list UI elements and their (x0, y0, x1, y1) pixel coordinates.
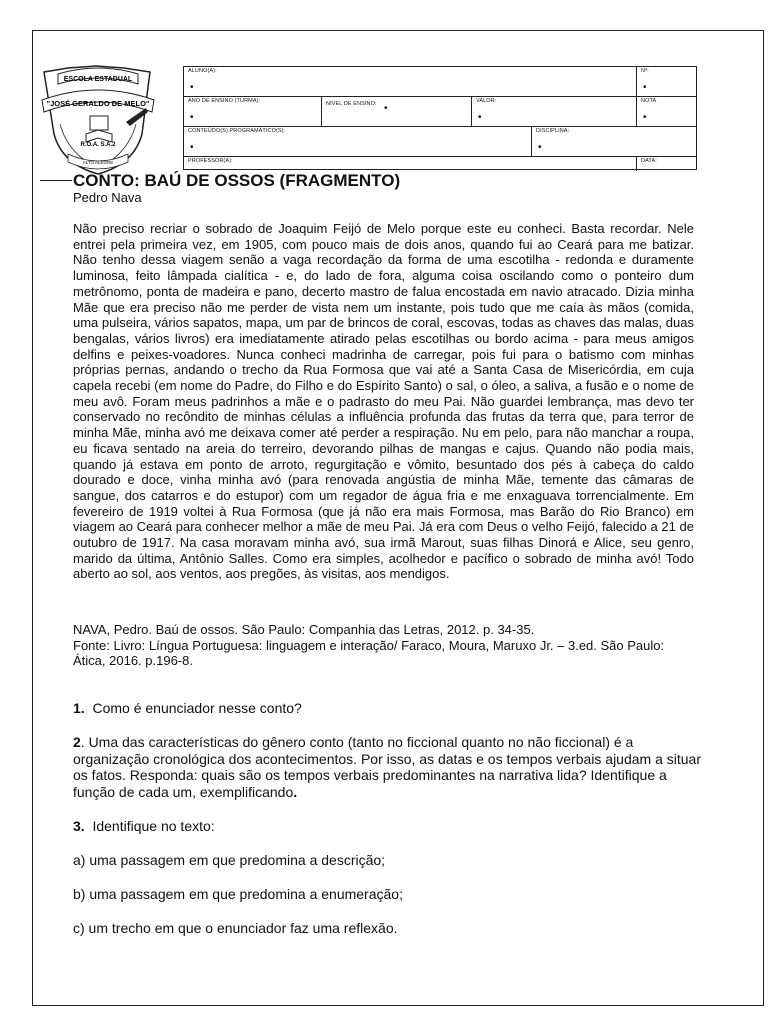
story-body: Não preciso recriar o sobrado de Joaquim Feijó de Melo porque este eu conheci. Basta recordar. Nele entrei pela primeira vez, em 1905, com pouco mais de dois anos, quando fui ao Ceará para me batizar. Não tenho dessa viagem senão a vaga recordação da forma de uma escotilha - redonda e duramente luminosa, feito lâmpada cialítica - e, do lado de fora, alguma coisa oscilando como o ponteiro dum metrônomo, ponta de madeira e pano, decerto mastro de falua encostada em navio atracado. Dizia minha Mãe que era preciso não me perder de vista nem um instante, pois tudo que me caía às mãos (comida, uma pulseira, vários sapatos, mapa, um par de brincos de coral, escovas, todas as chaves das malas, duas bengalas, vários livros) era imediatamente atirado pelas escotilhas ou bordo acima - para meus amigos delfins e peixes-voadores. Nunca conheci madrinha de carregar, pois fui para o batismo com minhas próprias pernas, andando o trecho da Rua Formosa que vai até a Santa Casa de Misericórdia, em cuja capela recebi (em nome do Padre, do Filho e do Espírito Santo) o sal, o óleo, a saliva, a fusão e o nome de meu avô. Foram meus padrinhos a mãe e o padrasto do meu Pai. Não guardei lembrança, mas devo ter conservado no recôndito de minhas células a influência profunda das frutas da terra que, para terror de minha Mãe, minha avó me deixava comer até perder a respiração. Nu em pelo, para não manchar a roupa, eu ficava sentado na areia do terreiro, devorando pilhas de mangas e cajus. Quando não podia mais, quando já estava em ponto de arroto, regurgitação e vômito, besuntado dos pés à cabeça do caldo dourado e doce, vinha minha avó (para renovada angústia de minha Mãe, temente das câmaras de sangue, dos catarros e do estupor) com um regador de água fria e me enxaguava torrencialmente. Em fevereiro de 1919 voltei à Rua Formosa (que já não era mais Formosa, mas Barão do Rio Branco) em viagem ao Ceará para conhecer melhor a mãe de meu Pai. Já era com Deus o velho Feijó, falecido a 21 de outubro de 1917. Na casa moravam minha avó, sua irmã Marout, suas filhas Dinorá e Alice, seu genro, marido da última, Antônio Salles. Como era simples, acolhedor e pacífico o sobrado de minha avó! Todo aberto ao sol, aos ventos, aos pregões, às visitas, aos mendigos. (73, 221, 694, 582)
professor-field[interactable] (184, 157, 636, 171)
data-field[interactable] (636, 157, 698, 171)
aluno-label: ALUNO(A): (188, 68, 217, 74)
ano-ensino-field[interactable]: ANO DE ENSINO (TURMA): • (188, 98, 261, 123)
aluno-field[interactable]: ALUNO(A): • (188, 68, 217, 93)
data-label: DATA: (641, 158, 657, 164)
logo-school-name: "JOSÉ GERALDO DE MELO" (46, 99, 150, 108)
ano-ensino-label: ANO DE ENSINO (TURMA): (188, 98, 261, 104)
valor-label: VALOR: (476, 98, 497, 104)
logo-top-text: ESCOLA ESTADUAL (63, 76, 133, 83)
professor-label: PROFESSOR(A): (188, 158, 233, 164)
question-1-number: 1. (73, 700, 85, 716)
question-3c: c) um trecho em que o enunciador faz uma reflexão. (73, 920, 398, 936)
question-1-text: Como é enunciador nesse conto? (92, 700, 302, 716)
valor-field[interactable]: VALOR: • (471, 97, 636, 126)
question-2-end: . (293, 783, 298, 800)
question-3-number: 3. (73, 818, 85, 834)
question-3 (73, 818, 703, 835)
question-2-text: . Uma das características do gênero conto (tanto no ficcional quanto no não ficcional) é a organização cronológica dos acontecimentos. Por isso, as datas e os tempos verbais ajudam a situar os fatos. Responda: quais são os tempos verbais predominantes na narrativa lida? Identifique a função de cada um, exemplificando (73, 734, 702, 800)
question-2 (73, 734, 703, 800)
text-title: CONTO: BAÚ DE OSSOS (FRAGMENTO) (73, 171, 401, 190)
conteudo-field[interactable]: CONTEÚDO(S) PROGRAMÁTICO(S): • (188, 128, 286, 153)
text-author: Pedro Nava (73, 190, 142, 205)
nota-label: NOTA (641, 98, 657, 104)
reference-primary: NAVA, Pedro. Baú de ossos. São Paulo: Companhia das Letras, 2012. p. 34-35. (73, 622, 535, 637)
question-3b: b) uma passagem em que predomina a enumeração; (73, 886, 403, 902)
nivel-ensino-field[interactable]: NÍVEL DE ENSINO: • (321, 97, 471, 126)
nota-field[interactable]: NOTA • (636, 97, 698, 126)
school-logo (38, 64, 158, 176)
question-3a: a) uma passagem em que predomina a descrição; (73, 852, 386, 868)
numero-label: Nº: (641, 68, 649, 74)
conteudo-label: CONTEÚDO(S) PROGRAMÁTICO(S): (188, 128, 286, 134)
question-1 (73, 700, 703, 717)
disciplina-field[interactable]: DISCIPLINA: • (531, 127, 698, 156)
question-3-text: Identifique no texto: (92, 818, 215, 834)
numero-field[interactable]: Nº: • (636, 67, 698, 96)
logo-code: R.O.A. S.A.2 (80, 142, 116, 148)
reference-source: Fonte: Livro: Língua Portuguesa: linguagem e interação/ Faraco, Moura, Maruxo Jr. – 3.ed. São Paulo: Ática, 2016. p.196-8. (73, 637, 665, 668)
logo-bottom-text: ALTO ALEGRE (82, 160, 114, 165)
nivel-ensino-label: NÍVEL DE ENSINO: (326, 101, 377, 107)
student-info-form (183, 66, 697, 170)
disciplina-label: DISCIPLINA: (536, 128, 570, 134)
references (73, 622, 694, 669)
question-2-number: 2 (73, 734, 81, 750)
divider-line (40, 180, 72, 181)
